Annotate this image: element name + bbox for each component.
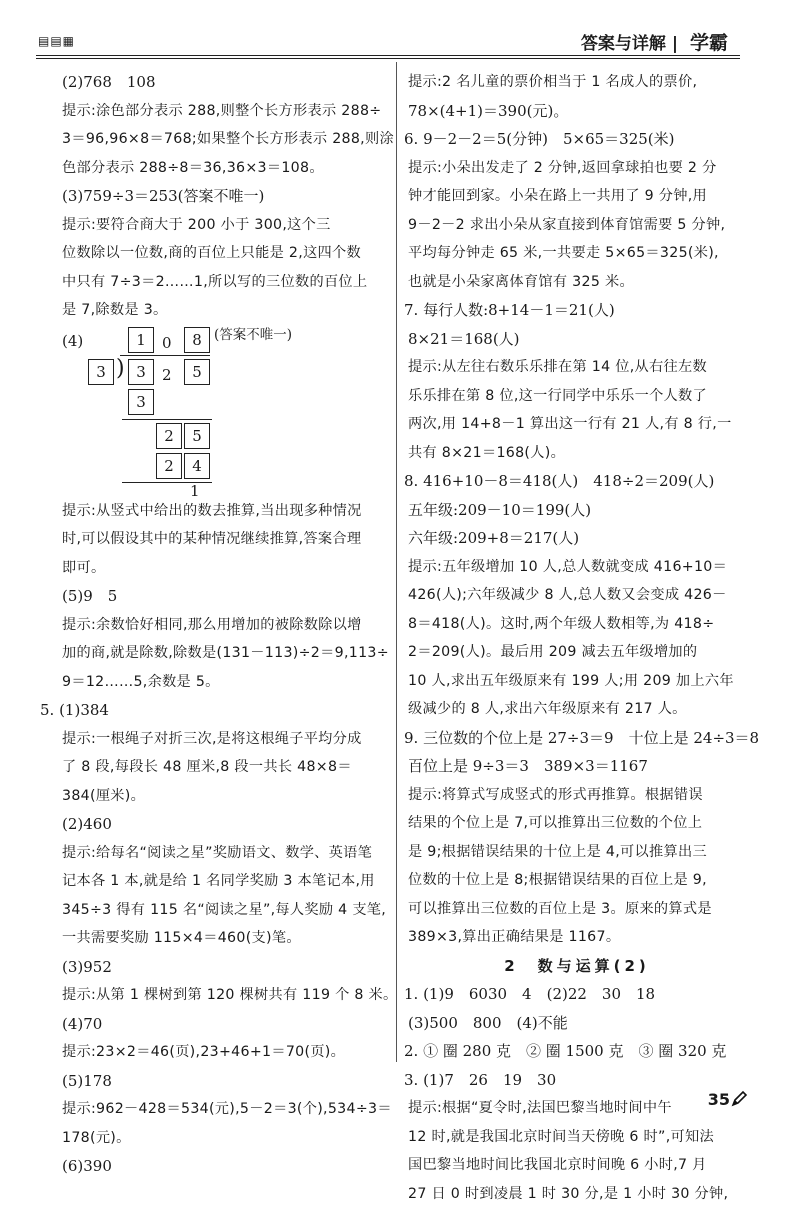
hint-line: 384(厘米)。 bbox=[62, 782, 388, 811]
division-bracket: ) bbox=[116, 355, 125, 384]
hint-line: 提示:从第 1 棵树到第 120 棵树共有 119 个 8 米。 bbox=[62, 981, 388, 1010]
hint-line: 两次,用 14+8－1 算出这一行有 21 人,有 8 行,一 bbox=[404, 410, 750, 439]
hint-line: 提示:给每名“阅读之星”奖励语文、数学、英语笔 bbox=[62, 839, 388, 868]
hint-line: 乐乐排在第 8 位,这一行同学中乐乐一个人数了 bbox=[404, 382, 750, 411]
hint-line: 9－2－2 求出小朵从家直接到体育馆需要 5 分钟, bbox=[404, 211, 750, 240]
subtract-digit-box: 3 bbox=[128, 389, 154, 415]
divisor-box: 3 bbox=[88, 359, 114, 385]
question-2-answer: 2. ① 圈 280 克 ② 圈 1500 克 ③ 圈 320 克 bbox=[404, 1037, 750, 1066]
hint-line: 平均每分钟走 65 米,一共要走 5×65＝325(米), bbox=[404, 239, 750, 268]
header-mark: ▤▤▦ bbox=[38, 34, 75, 48]
quotient-digit-box: 1 bbox=[128, 327, 154, 353]
answer-line: (3)500 800 (4)不能 bbox=[404, 1009, 750, 1038]
hint-line: 提示:将算式写成竖式的形式再推算。根据错误 bbox=[404, 781, 750, 810]
answer-line: (2)460 bbox=[62, 810, 388, 839]
hint-line: 位数除以一位数,商的百位上只能是 2,这四个数 bbox=[62, 239, 388, 268]
hint-line: 是 7,除数是 3。 bbox=[62, 296, 388, 325]
question-1-answer: 1. (1)9 6030 4 (2)22 30 18 bbox=[404, 980, 750, 1009]
hint-line: 345÷3 得有 115 名“阅读之星”,每人奖励 4 支笔, bbox=[62, 896, 388, 925]
hint-line: 位数的十位上是 8;根据错误结果的百位上是 9, bbox=[404, 866, 750, 895]
remainder-value: 1 bbox=[190, 477, 200, 506]
question-5-answer: 5. (1)384 bbox=[40, 696, 388, 725]
hint-line: 共有 8×21＝168(人)。 bbox=[404, 439, 750, 468]
question-9-answer: 9. 三位数的个位上是 27÷3＝9 十位上是 24÷3＝8 bbox=[404, 724, 750, 753]
hint-line: 即可。 bbox=[62, 554, 388, 583]
division-line bbox=[122, 419, 212, 420]
left-column bbox=[62, 68, 388, 1181]
hint-line: 2＝209(人)。最后用 209 减去五年级增加的 bbox=[404, 638, 750, 667]
answer-line: 六年级:209+8＝217(人) bbox=[404, 524, 750, 553]
hint-line: 8＝418(人)。这时,两个年级人数相等,为 418÷ bbox=[404, 610, 750, 639]
hint-line: 3＝96,96×8＝768;如果整个长方形表示 288,则涂 bbox=[62, 125, 388, 154]
hint-line: 提示:从左往右数乐乐排在第 14 位,从右往左数 bbox=[404, 353, 750, 382]
answer-line: (5)178 bbox=[62, 1067, 388, 1096]
hint-line: 国巴黎当地时间比我国北京时间晚 6 小时,7 月 bbox=[404, 1151, 750, 1180]
hint-line: 12 时,就是我国北京时间当天傍晚 6 时”,可知法 bbox=[404, 1123, 750, 1152]
hint-line: 提示:五年级增加 10 人,总人数就变成 416+10＝ bbox=[404, 553, 750, 582]
division-bar bbox=[120, 355, 210, 356]
hint-line: 中只有 7÷3＝2……1,所以写的三位数的百位上 bbox=[62, 268, 388, 297]
remainder-digit-box: 5 bbox=[184, 423, 210, 449]
pencil-icon bbox=[730, 1090, 748, 1108]
hint-line: 10 人,求出五年级原来有 199 人;用 209 加上六年 bbox=[404, 667, 750, 696]
hint-line: 389×3,算出正确结果是 1167。 bbox=[404, 923, 750, 952]
answer-line: (2)768 108 bbox=[62, 68, 388, 97]
hint-line: 可以推算出三位数的百位上是 3。原来的算式是 bbox=[404, 895, 750, 924]
section-title: 2 数与运算(2) bbox=[404, 952, 750, 981]
hint-line: 提示:根据“夏令时,法国巴黎当地时间中午 bbox=[404, 1094, 750, 1123]
answer-line: 百位上是 9÷3＝3 389×3＝1167 bbox=[404, 752, 750, 781]
hint-line: 提示:要符合商大于 200 小于 300,这个三 bbox=[62, 211, 388, 240]
answer-line: 五年级:209－10＝199(人) bbox=[404, 496, 750, 525]
question-7-answer: 7. 每行人数:8+14－1＝21(人) bbox=[404, 296, 750, 325]
hint-line: 提示:962－428＝534(元),5－2＝3(个),534÷3＝ bbox=[62, 1095, 388, 1124]
question-3-answer: 3. (1)7 26 19 30 bbox=[404, 1066, 750, 1095]
header-title-text: 答案与详解 bbox=[581, 34, 666, 54]
question-8-answer: 8. 416+10－8＝418(人) 418÷2＝209(人) bbox=[404, 467, 750, 496]
hint-line: 提示:余数恰好相同,那么用增加的被除数除以增 bbox=[62, 611, 388, 640]
product-digit-box: 2 bbox=[156, 453, 182, 479]
answer-line: 8×21＝168(人) bbox=[404, 325, 750, 354]
answer-line: (4)70 bbox=[62, 1010, 388, 1039]
header-rule bbox=[36, 55, 740, 56]
hint-line: 也就是小朵家离体育馆有 325 米。 bbox=[404, 268, 750, 297]
hint-line: 27 日 0 时到凌晨 1 时 30 分,是 1 小时 30 分钟, bbox=[404, 1180, 750, 1208]
remainder-digit-box: 2 bbox=[156, 423, 182, 449]
answer-line: (6)390 bbox=[62, 1152, 388, 1181]
header-rule-thin bbox=[36, 58, 740, 59]
question-6-answer: 6. 9－2－2＝5(分钟) 5×65＝325(米) bbox=[404, 125, 750, 154]
calc-note: (答案不唯一) bbox=[214, 321, 292, 350]
hint-line: 提示:从竖式中给出的数去推算,当出现多种情况 bbox=[62, 497, 388, 526]
hint-line: 结果的个位上是 7,可以推算出三位数的个位上 bbox=[404, 809, 750, 838]
hint-line: 提示:小朵出发走了 2 分钟,返回拿球拍也要 2 分 bbox=[404, 154, 750, 183]
hint-line: 钟才能回到家。小朵在路上一共用了 9 分钟,用 bbox=[404, 182, 750, 211]
hint-line: 426(人);六年级减少 8 人,总人数又会变成 426－ bbox=[404, 581, 750, 610]
answer-line: (5)9 5 bbox=[62, 582, 388, 611]
hint-line: 提示:一根绳子对折三次,是将这根绳子平均分成 bbox=[62, 725, 388, 754]
hint-line: 是 9;根据错误结果的十位上是 4,可以推算出三 bbox=[404, 838, 750, 867]
hint-line: 了 8 段,每段长 48 厘米,8 段一共长 48×8＝ bbox=[62, 753, 388, 782]
calc-label: (4) bbox=[62, 327, 83, 356]
header-separator: | bbox=[672, 34, 678, 54]
column-divider bbox=[396, 62, 397, 1062]
answer-line: 78×(4+1)＝390(元)。 bbox=[404, 97, 750, 126]
hint-line: 级减少的 8 人,求出六年级原来有 217 人。 bbox=[404, 695, 750, 724]
hint-line: 记本各 1 本,就是给 1 名同学奖励 3 本笔记本,用 bbox=[62, 867, 388, 896]
answer-line: (3)759÷3＝253(答案不唯一) bbox=[62, 182, 388, 211]
hint-line: 提示:涂色部分表示 288,则整个长方形表示 288÷ bbox=[62, 97, 388, 126]
hint-line: 178(元)。 bbox=[62, 1124, 388, 1153]
brand-logo: 学霸 bbox=[690, 32, 728, 54]
dividend-digit: 2 bbox=[162, 361, 172, 390]
quotient-digit: 0 bbox=[162, 329, 172, 358]
hint-line: 一共需要奖励 115×4＝460(支)笔。 bbox=[62, 924, 388, 953]
hint-line: 提示:23×2＝46(页),23+46+1＝70(页)。 bbox=[62, 1038, 388, 1067]
dividend-digit-box: 5 bbox=[184, 359, 210, 385]
hint-line: 时,可以假设其中的某种情况继续推算,答案合理 bbox=[62, 525, 388, 554]
page-number: 35 bbox=[708, 1090, 730, 1109]
hint-line: 9＝12……5,余数是 5。 bbox=[62, 668, 388, 697]
header-title bbox=[581, 28, 728, 55]
dividend-digit-box: 3 bbox=[128, 359, 154, 385]
hint-line: 提示:2 名儿童的票价相当于 1 名成人的票价, bbox=[404, 68, 750, 97]
right-column bbox=[404, 68, 750, 1208]
quotient-digit-box: 8 bbox=[184, 327, 210, 353]
hint-line: 加的商,就是除数,除数是(131－113)÷2＝9,113÷ bbox=[62, 639, 388, 668]
product-digit-box: 4 bbox=[184, 453, 210, 479]
long-division-diagram bbox=[62, 325, 388, 497]
answer-line: (3)952 bbox=[62, 953, 388, 982]
hint-line: 色部分表示 288÷8＝36,36×3＝108。 bbox=[62, 154, 388, 183]
